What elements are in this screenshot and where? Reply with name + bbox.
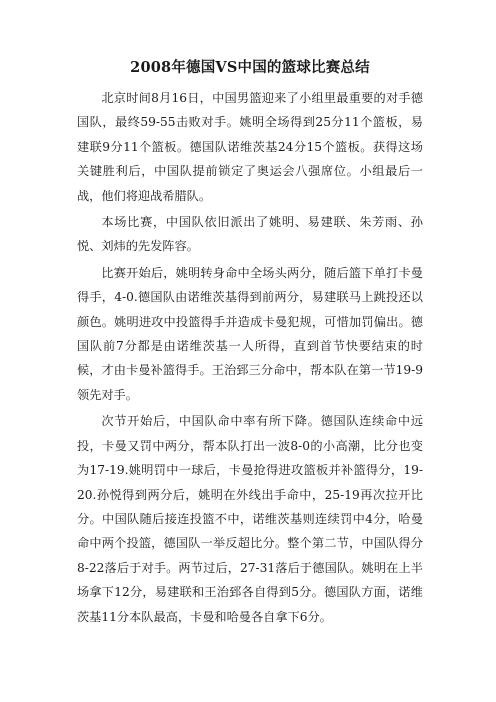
document-title: 2008年德国VS中国的篮球比赛总结 xyxy=(130,59,370,76)
document-page xyxy=(77,58,423,629)
paragraph-4: 次节开始后，中国队命中率有所下降。德国队连续命中远投，卡曼又罚中两分，帮本队打出一波8-0的小高潮，比分也变为17-19.姚明罚中一球后，卡曼抢得进攻篮板并补篮得分，19-20.孙悦得到两分后，姚明在外线出手命中，25-19再次拉开比分。中国队随后接连投篮不中，诺维茨基则连续罚中4分，哈曼命中两个投篮，德国队一举反超比分。整个第二节，中国队得分8-22落后于对手。两节过后，27-31落后于德国队。姚明在上半场拿下12分，易建联和王治郅各自得到5分。德国队方面，诺维茨基11分本队最高，卡曼和哈曼各自拿下6分。 xyxy=(77,414,423,624)
paragraph-2: 本场比赛，中国队依旧派出了姚明、易建联、朱芳雨、孙悦、刘炜的先发阵容。 xyxy=(77,215,423,254)
paragraph-1: 北京时间8月16日，中国男篮迎来了小组里最重要的对手德国队，最终59-55击败对手。姚明全场得到25分11个篮板，易建联9分11个篮板。德国队诺维茨基24分15个篮板。获得这场关键胜利后，中国队提前锁定了奥运会八强席位。小组最后一战，他们将迎战希腊队。 xyxy=(77,91,423,203)
paragraph-3: 比赛开始后，姚明转身命中全场头两分，随后篮下单打卡曼得手，4-0.德国队由诺维茨基得到前两分，易建联马上跳投还以颜色。姚明进攻中投篮得手并造成卡曼犯规，可惜加罚偏出。德国队前7分都是由诺维茨基一人所得，直到首节快要结束的时候，才由卡曼补篮得手。王治郅三分命中，帮本队在第一节19-9领先对手。 xyxy=(77,265,423,402)
